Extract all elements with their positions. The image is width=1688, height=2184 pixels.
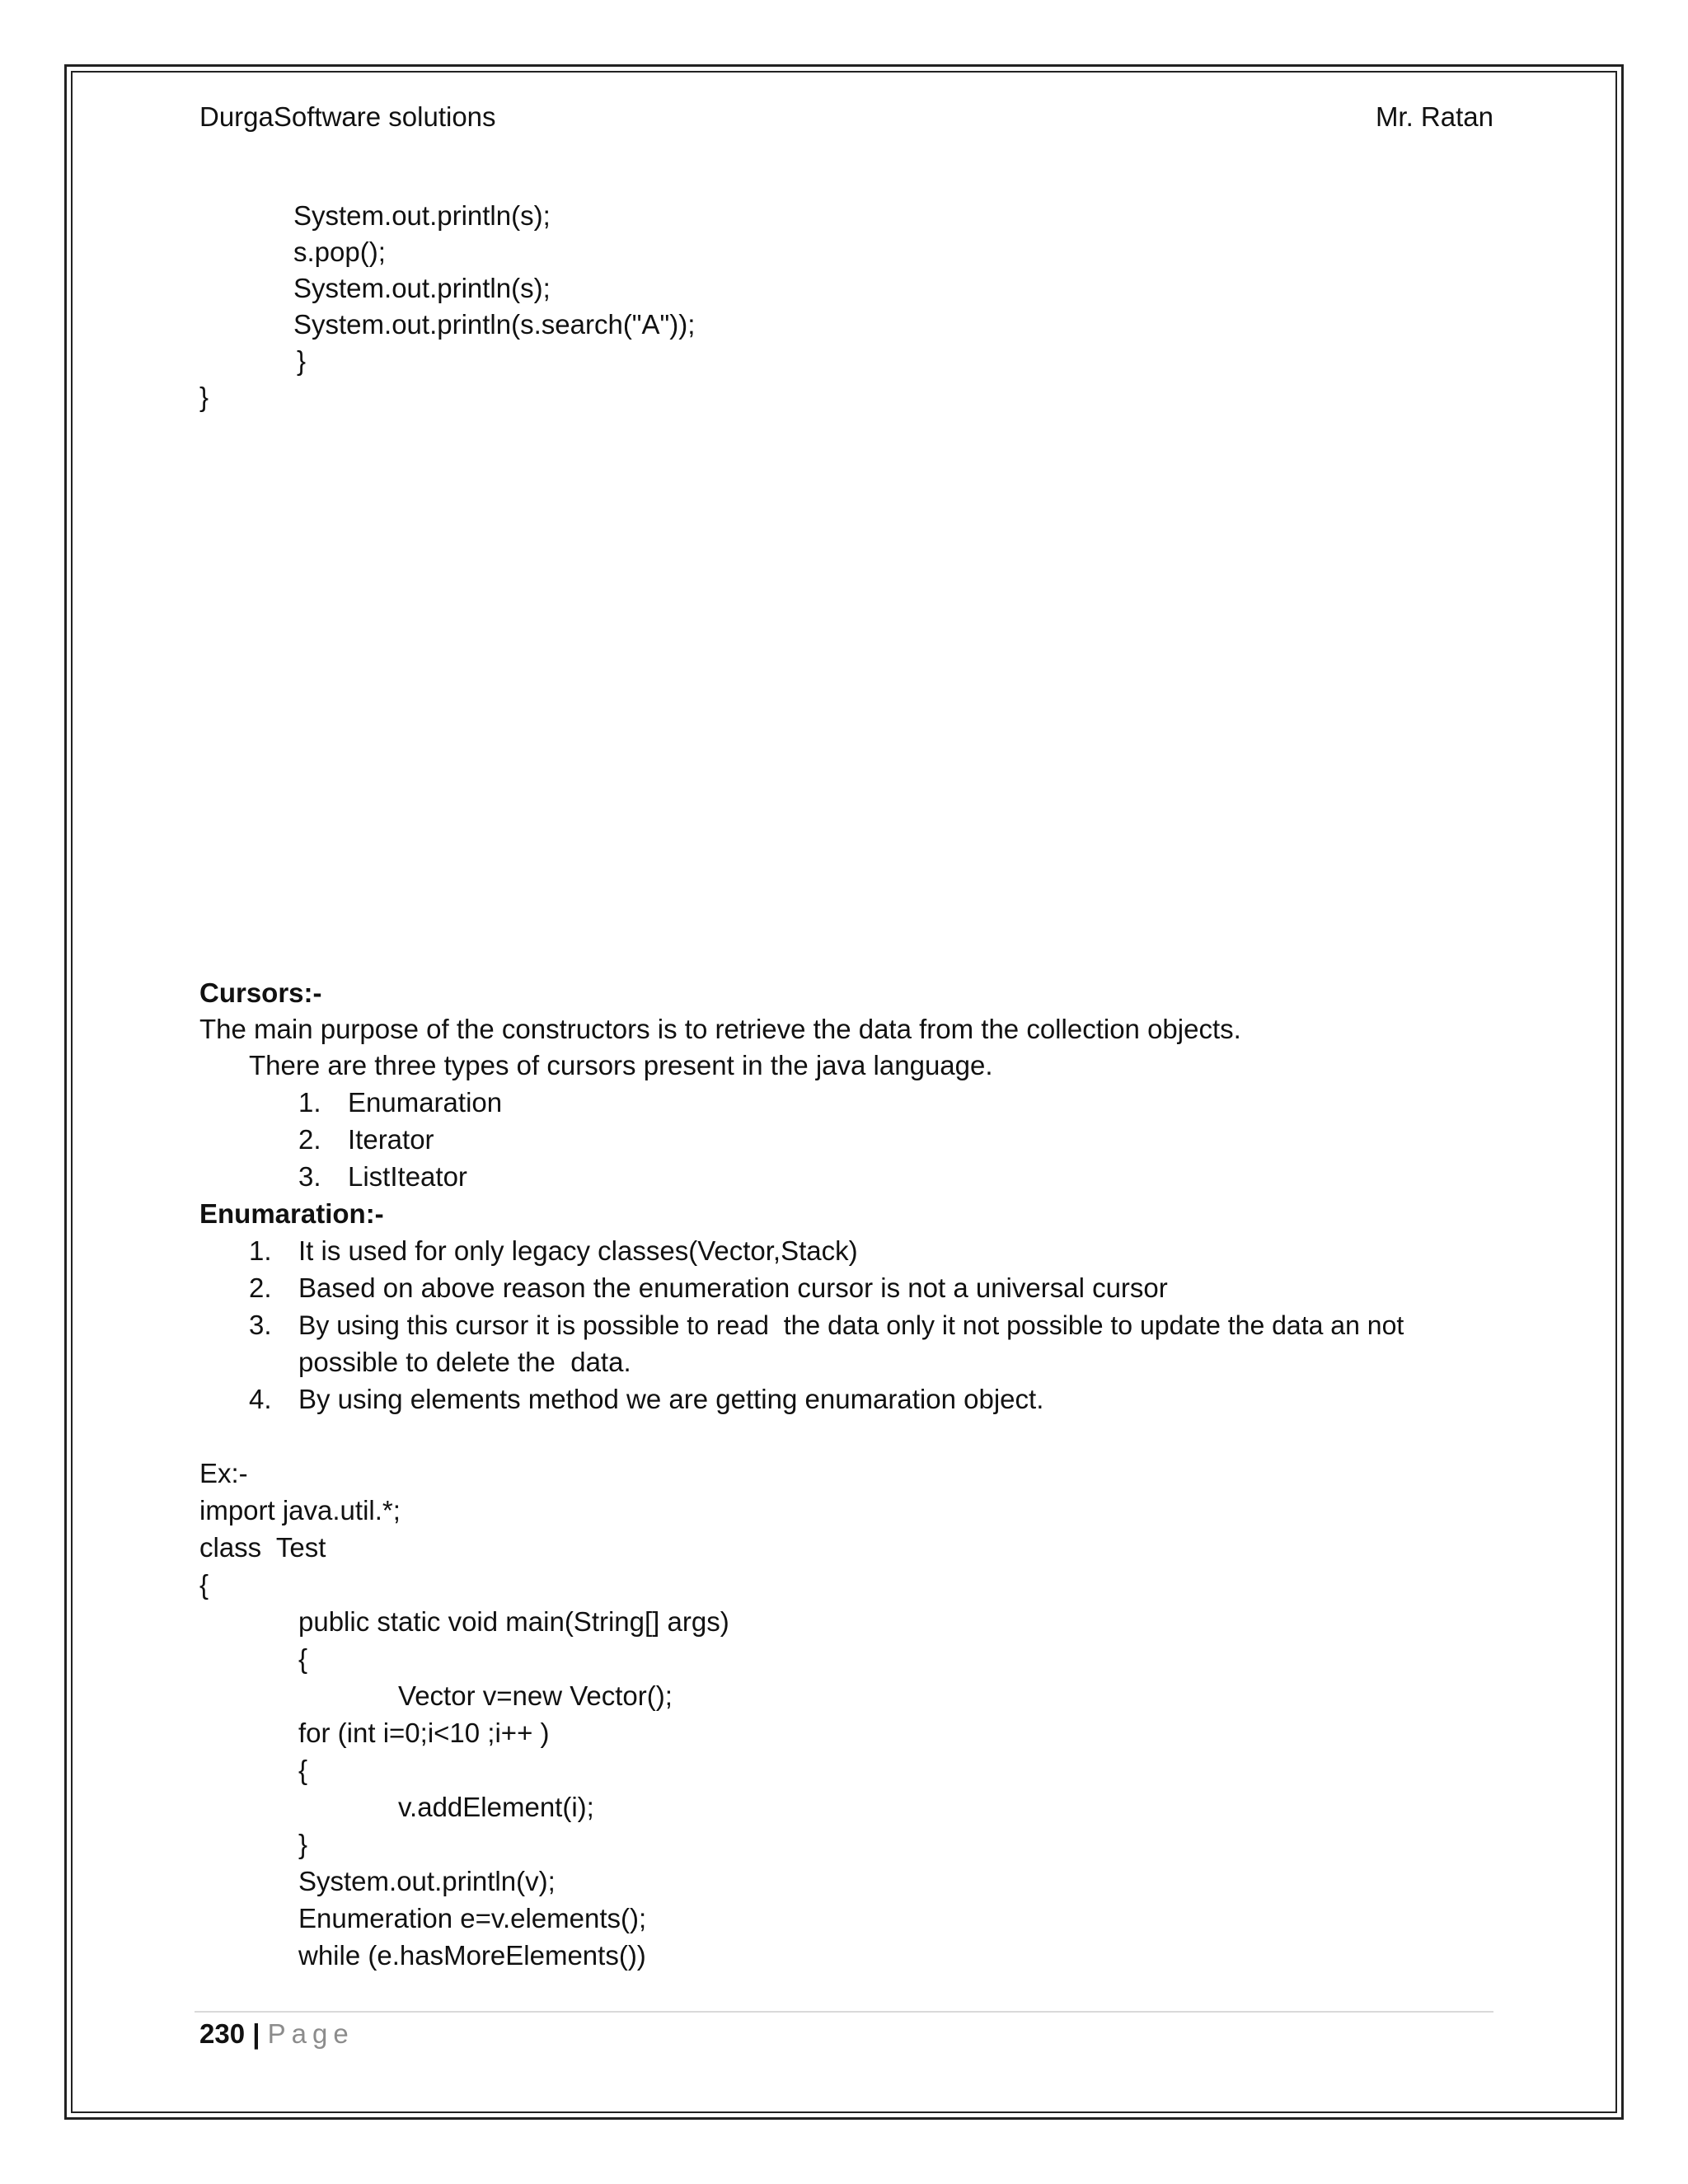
list-item: By using elements method we are getting enumaration object. — [298, 1384, 1044, 1414]
list-item: Iterator — [348, 1124, 434, 1155]
list-item-continuation: possible to delete the data. — [298, 1347, 631, 1377]
code-line: s.pop(); — [293, 237, 386, 267]
list-number: 3. — [298, 1161, 321, 1192]
list-item: By using this cursor it is possible to read the data only it not possible to update the data an not — [298, 1310, 1404, 1340]
code-line: class Test — [199, 1532, 326, 1563]
cursors-types-intro: There are three types of cursors present in the java language. — [249, 1050, 993, 1080]
code-line: System.out.println(v); — [298, 1866, 556, 1896]
footer-separator: | — [252, 2018, 260, 2049]
code-line: Enumeration e=v.elements(); — [298, 1903, 647, 1933]
cursors-heading: Cursors:- — [199, 977, 322, 1008]
page-label: Page — [267, 2018, 354, 2049]
code-line: System.out.println(s.search("A")); — [293, 309, 696, 340]
code-line: import java.util.*; — [199, 1495, 401, 1526]
list-number: 4. — [249, 1384, 272, 1414]
example-label: Ex:- — [199, 1458, 248, 1488]
header-company: DurgaSoftware solutions — [199, 101, 496, 132]
page-number: 230 — [199, 2018, 246, 2049]
footer-divider — [195, 2011, 1493, 2013]
list-number: 3. — [249, 1310, 272, 1340]
list-item: ListIteator — [348, 1161, 467, 1192]
code-line: public static void main(String[] args) — [298, 1606, 729, 1637]
code-line: } — [297, 345, 307, 376]
code-line: } — [199, 382, 209, 412]
code-line: { — [199, 1569, 209, 1600]
list-item: Based on above reason the enumeration cursor is not a universal cursor — [298, 1272, 1168, 1303]
enumeration-heading: Enumaration:- — [199, 1198, 384, 1229]
page-footer — [199, 2016, 354, 2052]
code-line: for (int i=0;i<10 ;i++ ) — [298, 1718, 550, 1748]
list-number: 1. — [249, 1235, 272, 1266]
code-line: } — [298, 1829, 308, 1859]
code-line: System.out.println(s); — [293, 273, 551, 303]
list-number: 2. — [249, 1272, 272, 1303]
code-line: Vector v=new Vector(); — [398, 1680, 673, 1711]
code-line: { — [298, 1643, 308, 1674]
code-line: v.addElement(i); — [398, 1792, 594, 1822]
header-author: Mr. Ratan — [1375, 101, 1493, 132]
cursors-intro: The main purpose of the constructors is to retrieve the data from the collection objects. — [199, 1014, 1241, 1044]
list-number: 1. — [298, 1087, 321, 1118]
code-line: while (e.hasMoreElements()) — [298, 1940, 646, 1971]
list-item: It is used for only legacy classes(Vector,Stack) — [298, 1235, 858, 1266]
list-number: 2. — [298, 1124, 321, 1155]
code-line: { — [298, 1755, 308, 1785]
list-item: Enumaration — [348, 1087, 503, 1118]
code-line: System.out.println(s); — [293, 200, 551, 231]
